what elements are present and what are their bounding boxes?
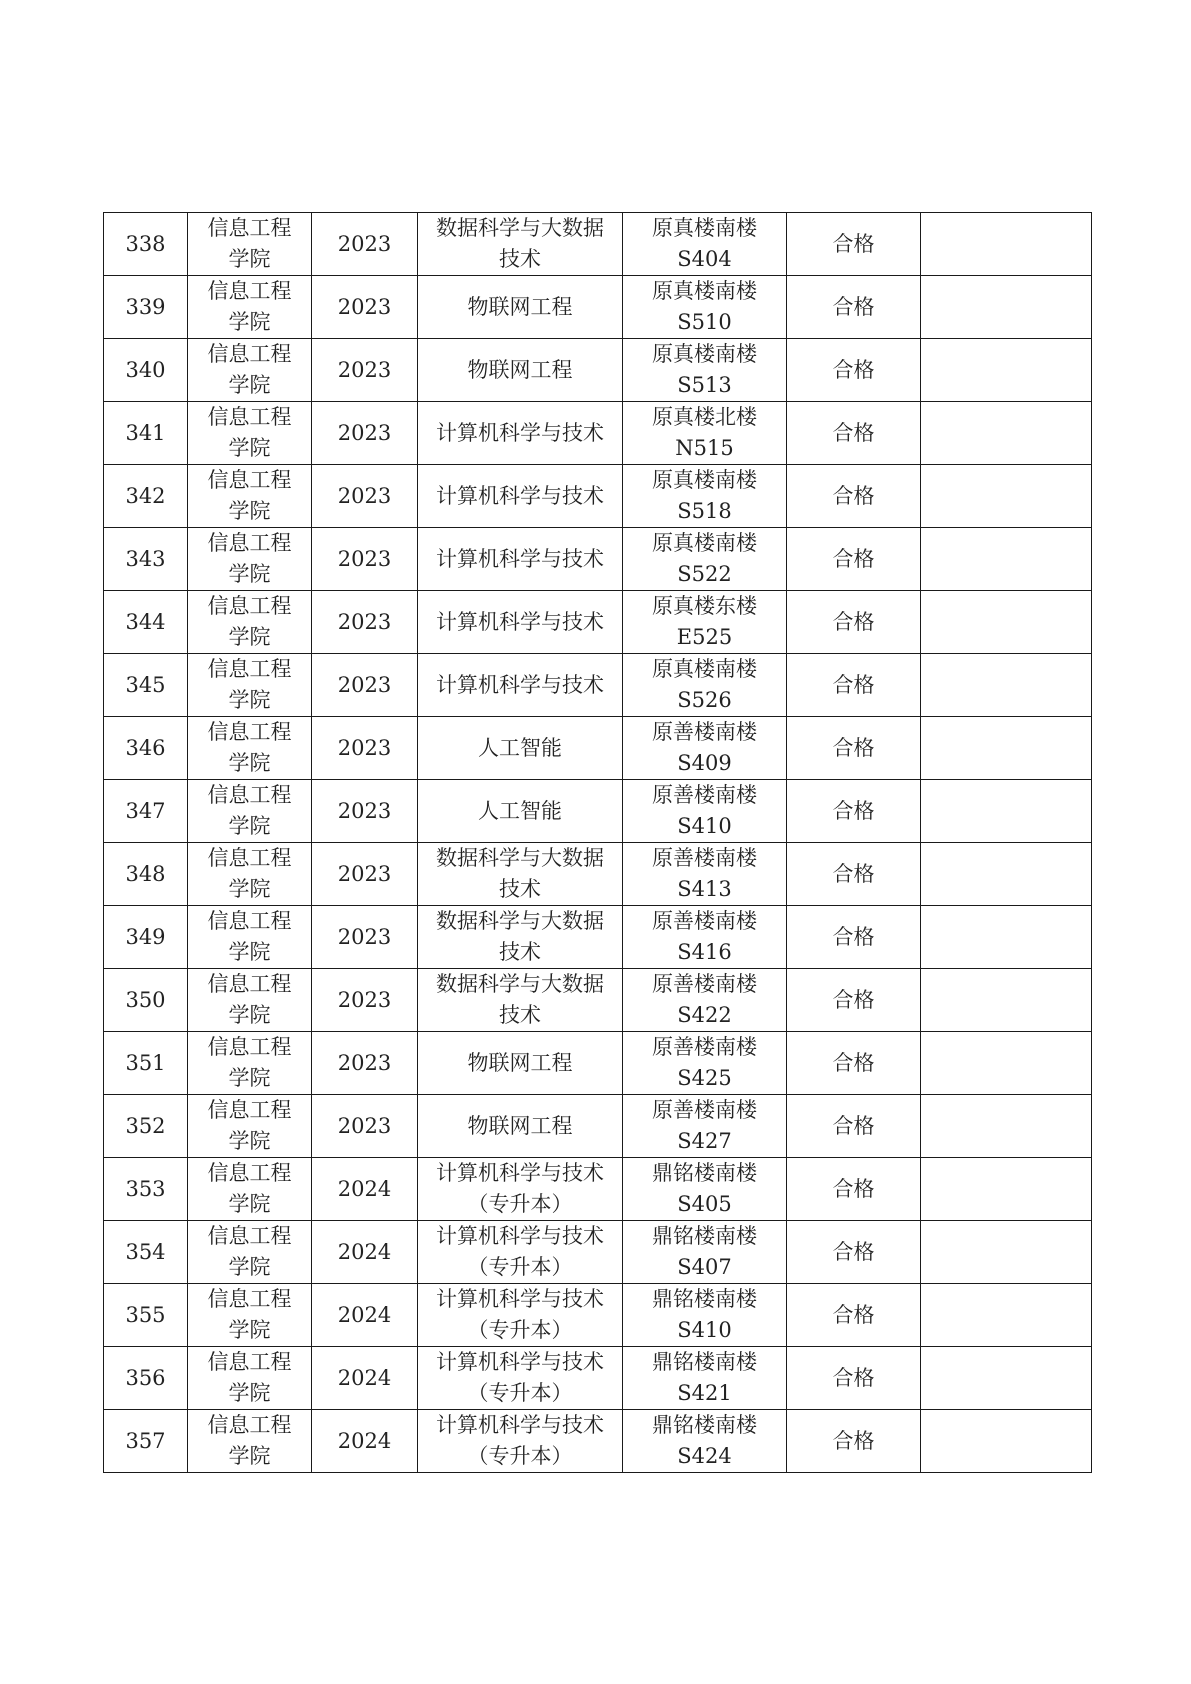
major-cell: 计算机科学与技术 （专升本） xyxy=(418,1410,623,1473)
major-cell: 数据科学与大数据 技术 xyxy=(418,969,623,1032)
college-cell: 信息工程 学院 xyxy=(188,402,312,465)
major-cell: 计算机科学与技术 xyxy=(418,528,623,591)
table-row xyxy=(104,1284,1092,1347)
result-cell: 合格 xyxy=(787,339,921,402)
year-cell: 2024 xyxy=(312,1221,418,1284)
college-cell: 信息工程 学院 xyxy=(188,843,312,906)
college-cell: 信息工程 学院 xyxy=(188,591,312,654)
major-cell: 物联网工程 xyxy=(418,276,623,339)
note-cell xyxy=(921,654,1092,717)
table-row xyxy=(104,780,1092,843)
college-cell: 信息工程 学院 xyxy=(188,213,312,276)
year-cell: 2023 xyxy=(312,1095,418,1158)
note-cell xyxy=(921,843,1092,906)
year-cell: 2023 xyxy=(312,402,418,465)
year-cell: 2023 xyxy=(312,843,418,906)
note-cell xyxy=(921,465,1092,528)
table-row xyxy=(104,1221,1092,1284)
room-cell: 原真楼北楼 N515 xyxy=(623,402,787,465)
row-number-cell: 339 xyxy=(104,276,188,339)
result-cell: 合格 xyxy=(787,654,921,717)
room-cell: 原真楼南楼 S510 xyxy=(623,276,787,339)
table-row xyxy=(104,843,1092,906)
note-cell xyxy=(921,1410,1092,1473)
note-cell xyxy=(921,1032,1092,1095)
row-number-cell: 341 xyxy=(104,402,188,465)
major-cell: 数据科学与大数据 技术 xyxy=(418,906,623,969)
note-cell xyxy=(921,339,1092,402)
room-cell: 原善楼南楼 S422 xyxy=(623,969,787,1032)
note-cell xyxy=(921,1158,1092,1221)
table-row xyxy=(104,1347,1092,1410)
result-cell: 合格 xyxy=(787,1221,921,1284)
room-cell: 鼎铭楼南楼 S405 xyxy=(623,1158,787,1221)
major-cell: 计算机科学与技术 （专升本） xyxy=(418,1158,623,1221)
row-number-cell: 350 xyxy=(104,969,188,1032)
note-cell xyxy=(921,1095,1092,1158)
row-number-cell: 344 xyxy=(104,591,188,654)
table-row xyxy=(104,1032,1092,1095)
table-row xyxy=(104,339,1092,402)
year-cell: 2023 xyxy=(312,276,418,339)
note-cell xyxy=(921,969,1092,1032)
year-cell: 2023 xyxy=(312,906,418,969)
room-cell: 原真楼南楼 S522 xyxy=(623,528,787,591)
result-cell: 合格 xyxy=(787,276,921,339)
room-cell: 原善楼南楼 S409 xyxy=(623,717,787,780)
year-cell: 2023 xyxy=(312,528,418,591)
row-number-cell: 355 xyxy=(104,1284,188,1347)
major-cell: 计算机科学与技术 xyxy=(418,654,623,717)
table-body xyxy=(104,213,1092,1473)
table-row xyxy=(104,1095,1092,1158)
table-row xyxy=(104,906,1092,969)
row-number-cell: 345 xyxy=(104,654,188,717)
room-cell: 原善楼南楼 S416 xyxy=(623,906,787,969)
year-cell: 2023 xyxy=(312,591,418,654)
result-cell: 合格 xyxy=(787,1284,921,1347)
result-cell: 合格 xyxy=(787,780,921,843)
major-cell: 物联网工程 xyxy=(418,339,623,402)
college-cell: 信息工程 学院 xyxy=(188,465,312,528)
note-cell xyxy=(921,717,1092,780)
result-cell: 合格 xyxy=(787,1095,921,1158)
college-cell: 信息工程 学院 xyxy=(188,1221,312,1284)
table-row xyxy=(104,591,1092,654)
result-cell: 合格 xyxy=(787,843,921,906)
row-number-cell: 340 xyxy=(104,339,188,402)
college-cell: 信息工程 学院 xyxy=(188,528,312,591)
row-number-cell: 338 xyxy=(104,213,188,276)
major-cell: 计算机科学与技术 （专升本） xyxy=(418,1221,623,1284)
result-cell: 合格 xyxy=(787,213,921,276)
room-cell: 原善楼南楼 S413 xyxy=(623,843,787,906)
table-row xyxy=(104,528,1092,591)
room-cell: 原真楼东楼 E525 xyxy=(623,591,787,654)
result-cell: 合格 xyxy=(787,465,921,528)
college-cell: 信息工程 学院 xyxy=(188,1347,312,1410)
college-cell: 信息工程 学院 xyxy=(188,717,312,780)
major-cell: 计算机科学与技术 （专升本） xyxy=(418,1284,623,1347)
year-cell: 2024 xyxy=(312,1284,418,1347)
table-row xyxy=(104,654,1092,717)
row-number-cell: 354 xyxy=(104,1221,188,1284)
year-cell: 2023 xyxy=(312,969,418,1032)
major-cell: 人工智能 xyxy=(418,717,623,780)
table-row xyxy=(104,276,1092,339)
inspection-results-table xyxy=(103,212,1092,1473)
room-cell: 原真楼南楼 S526 xyxy=(623,654,787,717)
result-cell: 合格 xyxy=(787,1410,921,1473)
room-cell: 原善楼南楼 S427 xyxy=(623,1095,787,1158)
college-cell: 信息工程 学院 xyxy=(188,1158,312,1221)
note-cell xyxy=(921,276,1092,339)
result-cell: 合格 xyxy=(787,1347,921,1410)
room-cell: 鼎铭楼南楼 S410 xyxy=(623,1284,787,1347)
major-cell: 计算机科学与技术 xyxy=(418,465,623,528)
college-cell: 信息工程 学院 xyxy=(188,276,312,339)
result-cell: 合格 xyxy=(787,1032,921,1095)
major-cell: 计算机科学与技术 xyxy=(418,591,623,654)
row-number-cell: 356 xyxy=(104,1347,188,1410)
major-cell: 物联网工程 xyxy=(418,1032,623,1095)
result-cell: 合格 xyxy=(787,402,921,465)
major-cell: 计算机科学与技术 （专升本） xyxy=(418,1347,623,1410)
note-cell xyxy=(921,906,1092,969)
room-cell: 鼎铭楼南楼 S421 xyxy=(623,1347,787,1410)
year-cell: 2023 xyxy=(312,654,418,717)
result-cell: 合格 xyxy=(787,969,921,1032)
note-cell xyxy=(921,1284,1092,1347)
result-cell: 合格 xyxy=(787,717,921,780)
row-number-cell: 349 xyxy=(104,906,188,969)
college-cell: 信息工程 学院 xyxy=(188,1095,312,1158)
row-number-cell: 342 xyxy=(104,465,188,528)
table-row xyxy=(104,402,1092,465)
room-cell: 原善楼南楼 S425 xyxy=(623,1032,787,1095)
year-cell: 2023 xyxy=(312,339,418,402)
college-cell: 信息工程 学院 xyxy=(188,1032,312,1095)
note-cell xyxy=(921,780,1092,843)
college-cell: 信息工程 学院 xyxy=(188,969,312,1032)
college-cell: 信息工程 学院 xyxy=(188,780,312,843)
college-cell: 信息工程 学院 xyxy=(188,1284,312,1347)
table-row xyxy=(104,717,1092,780)
table-row xyxy=(104,1158,1092,1221)
major-cell: 数据科学与大数据 技术 xyxy=(418,843,623,906)
note-cell xyxy=(921,591,1092,654)
table-row xyxy=(104,1410,1092,1473)
result-cell: 合格 xyxy=(787,906,921,969)
year-cell: 2023 xyxy=(312,213,418,276)
result-cell: 合格 xyxy=(787,1158,921,1221)
room-cell: 原善楼南楼 S410 xyxy=(623,780,787,843)
result-cell: 合格 xyxy=(787,591,921,654)
note-cell xyxy=(921,1347,1092,1410)
table-row xyxy=(104,213,1092,276)
year-cell: 2024 xyxy=(312,1158,418,1221)
year-cell: 2023 xyxy=(312,1032,418,1095)
table-row xyxy=(104,465,1092,528)
row-number-cell: 352 xyxy=(104,1095,188,1158)
room-cell: 原真楼南楼 S404 xyxy=(623,213,787,276)
college-cell: 信息工程 学院 xyxy=(188,339,312,402)
major-cell: 物联网工程 xyxy=(418,1095,623,1158)
result-cell: 合格 xyxy=(787,528,921,591)
note-cell xyxy=(921,402,1092,465)
room-cell: 鼎铭楼南楼 S407 xyxy=(623,1221,787,1284)
row-number-cell: 351 xyxy=(104,1032,188,1095)
row-number-cell: 347 xyxy=(104,780,188,843)
year-cell: 2024 xyxy=(312,1347,418,1410)
row-number-cell: 353 xyxy=(104,1158,188,1221)
room-cell: 原真楼南楼 S518 xyxy=(623,465,787,528)
table-row xyxy=(104,969,1092,1032)
row-number-cell: 346 xyxy=(104,717,188,780)
row-number-cell: 357 xyxy=(104,1410,188,1473)
year-cell: 2023 xyxy=(312,465,418,528)
major-cell: 人工智能 xyxy=(418,780,623,843)
room-cell: 鼎铭楼南楼 S424 xyxy=(623,1410,787,1473)
note-cell xyxy=(921,528,1092,591)
note-cell xyxy=(921,213,1092,276)
year-cell: 2024 xyxy=(312,1410,418,1473)
college-cell: 信息工程 学院 xyxy=(188,654,312,717)
room-cell: 原真楼南楼 S513 xyxy=(623,339,787,402)
major-cell: 数据科学与大数据 技术 xyxy=(418,213,623,276)
college-cell: 信息工程 学院 xyxy=(188,1410,312,1473)
row-number-cell: 343 xyxy=(104,528,188,591)
year-cell: 2023 xyxy=(312,717,418,780)
row-number-cell: 348 xyxy=(104,843,188,906)
note-cell xyxy=(921,1221,1092,1284)
college-cell: 信息工程 学院 xyxy=(188,906,312,969)
major-cell: 计算机科学与技术 xyxy=(418,402,623,465)
year-cell: 2023 xyxy=(312,780,418,843)
